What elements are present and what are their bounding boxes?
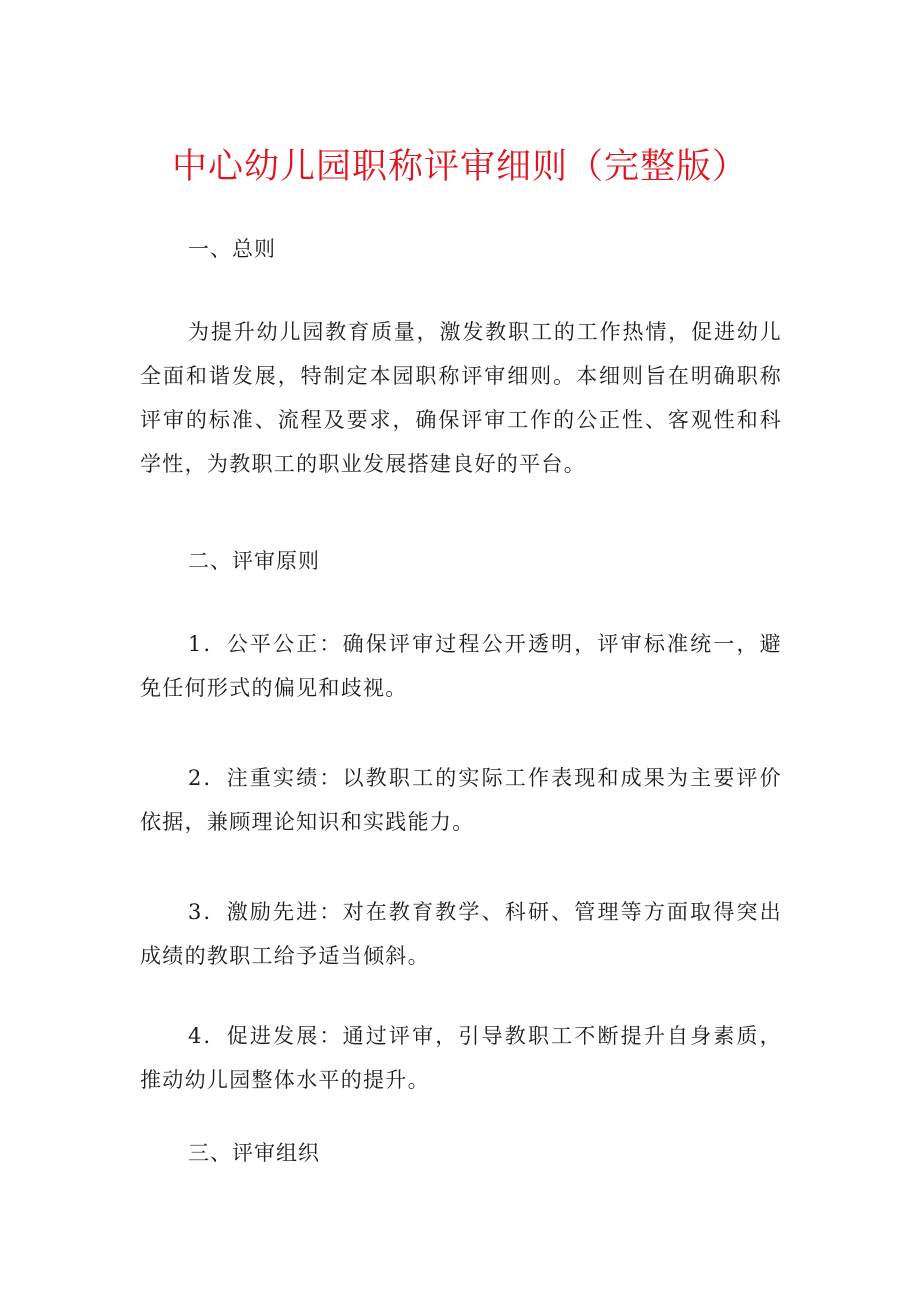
paragraph-principle-incentive: 3．激励先进：对在教育教学、科研、管理等方面取得突出成绩的教职工给予适当倾斜。	[140, 900, 782, 968]
document-title: 中心幼儿园职称评审细则（完整版）	[171, 147, 748, 187]
section-heading-general: 一、总则	[188, 237, 276, 261]
paragraph-principle-performance: 2．注重实绩：以教职工的实际工作表现和成果为主要评价依据，兼顾理论知识和实践能力。	[140, 766, 782, 834]
paragraph-general-intro: 为提升幼儿园教育质量，激发教职工的工作热情，促进幼儿全面和谐发展，特制定本园职称评审细则。本细则旨在明确职称评审的标准、流程及要求，确保评审工作的公正性、客观性和科学性，为教职工的职业发展搭建良好的平台。	[140, 320, 782, 476]
paragraph-principle-fairness: 1．公平公正：确保评审过程公开透明，评审标准统一，避免任何形式的偏见和歧视。	[140, 632, 782, 700]
paragraph-principle-development: 4．促进发展：通过评审，引导教职工不断提升自身素质，推动幼儿园整体水平的提升。	[140, 1024, 782, 1092]
section-heading-organization: 三、评审组织	[188, 1141, 320, 1165]
section-heading-principles: 二、评审原则	[188, 549, 320, 573]
